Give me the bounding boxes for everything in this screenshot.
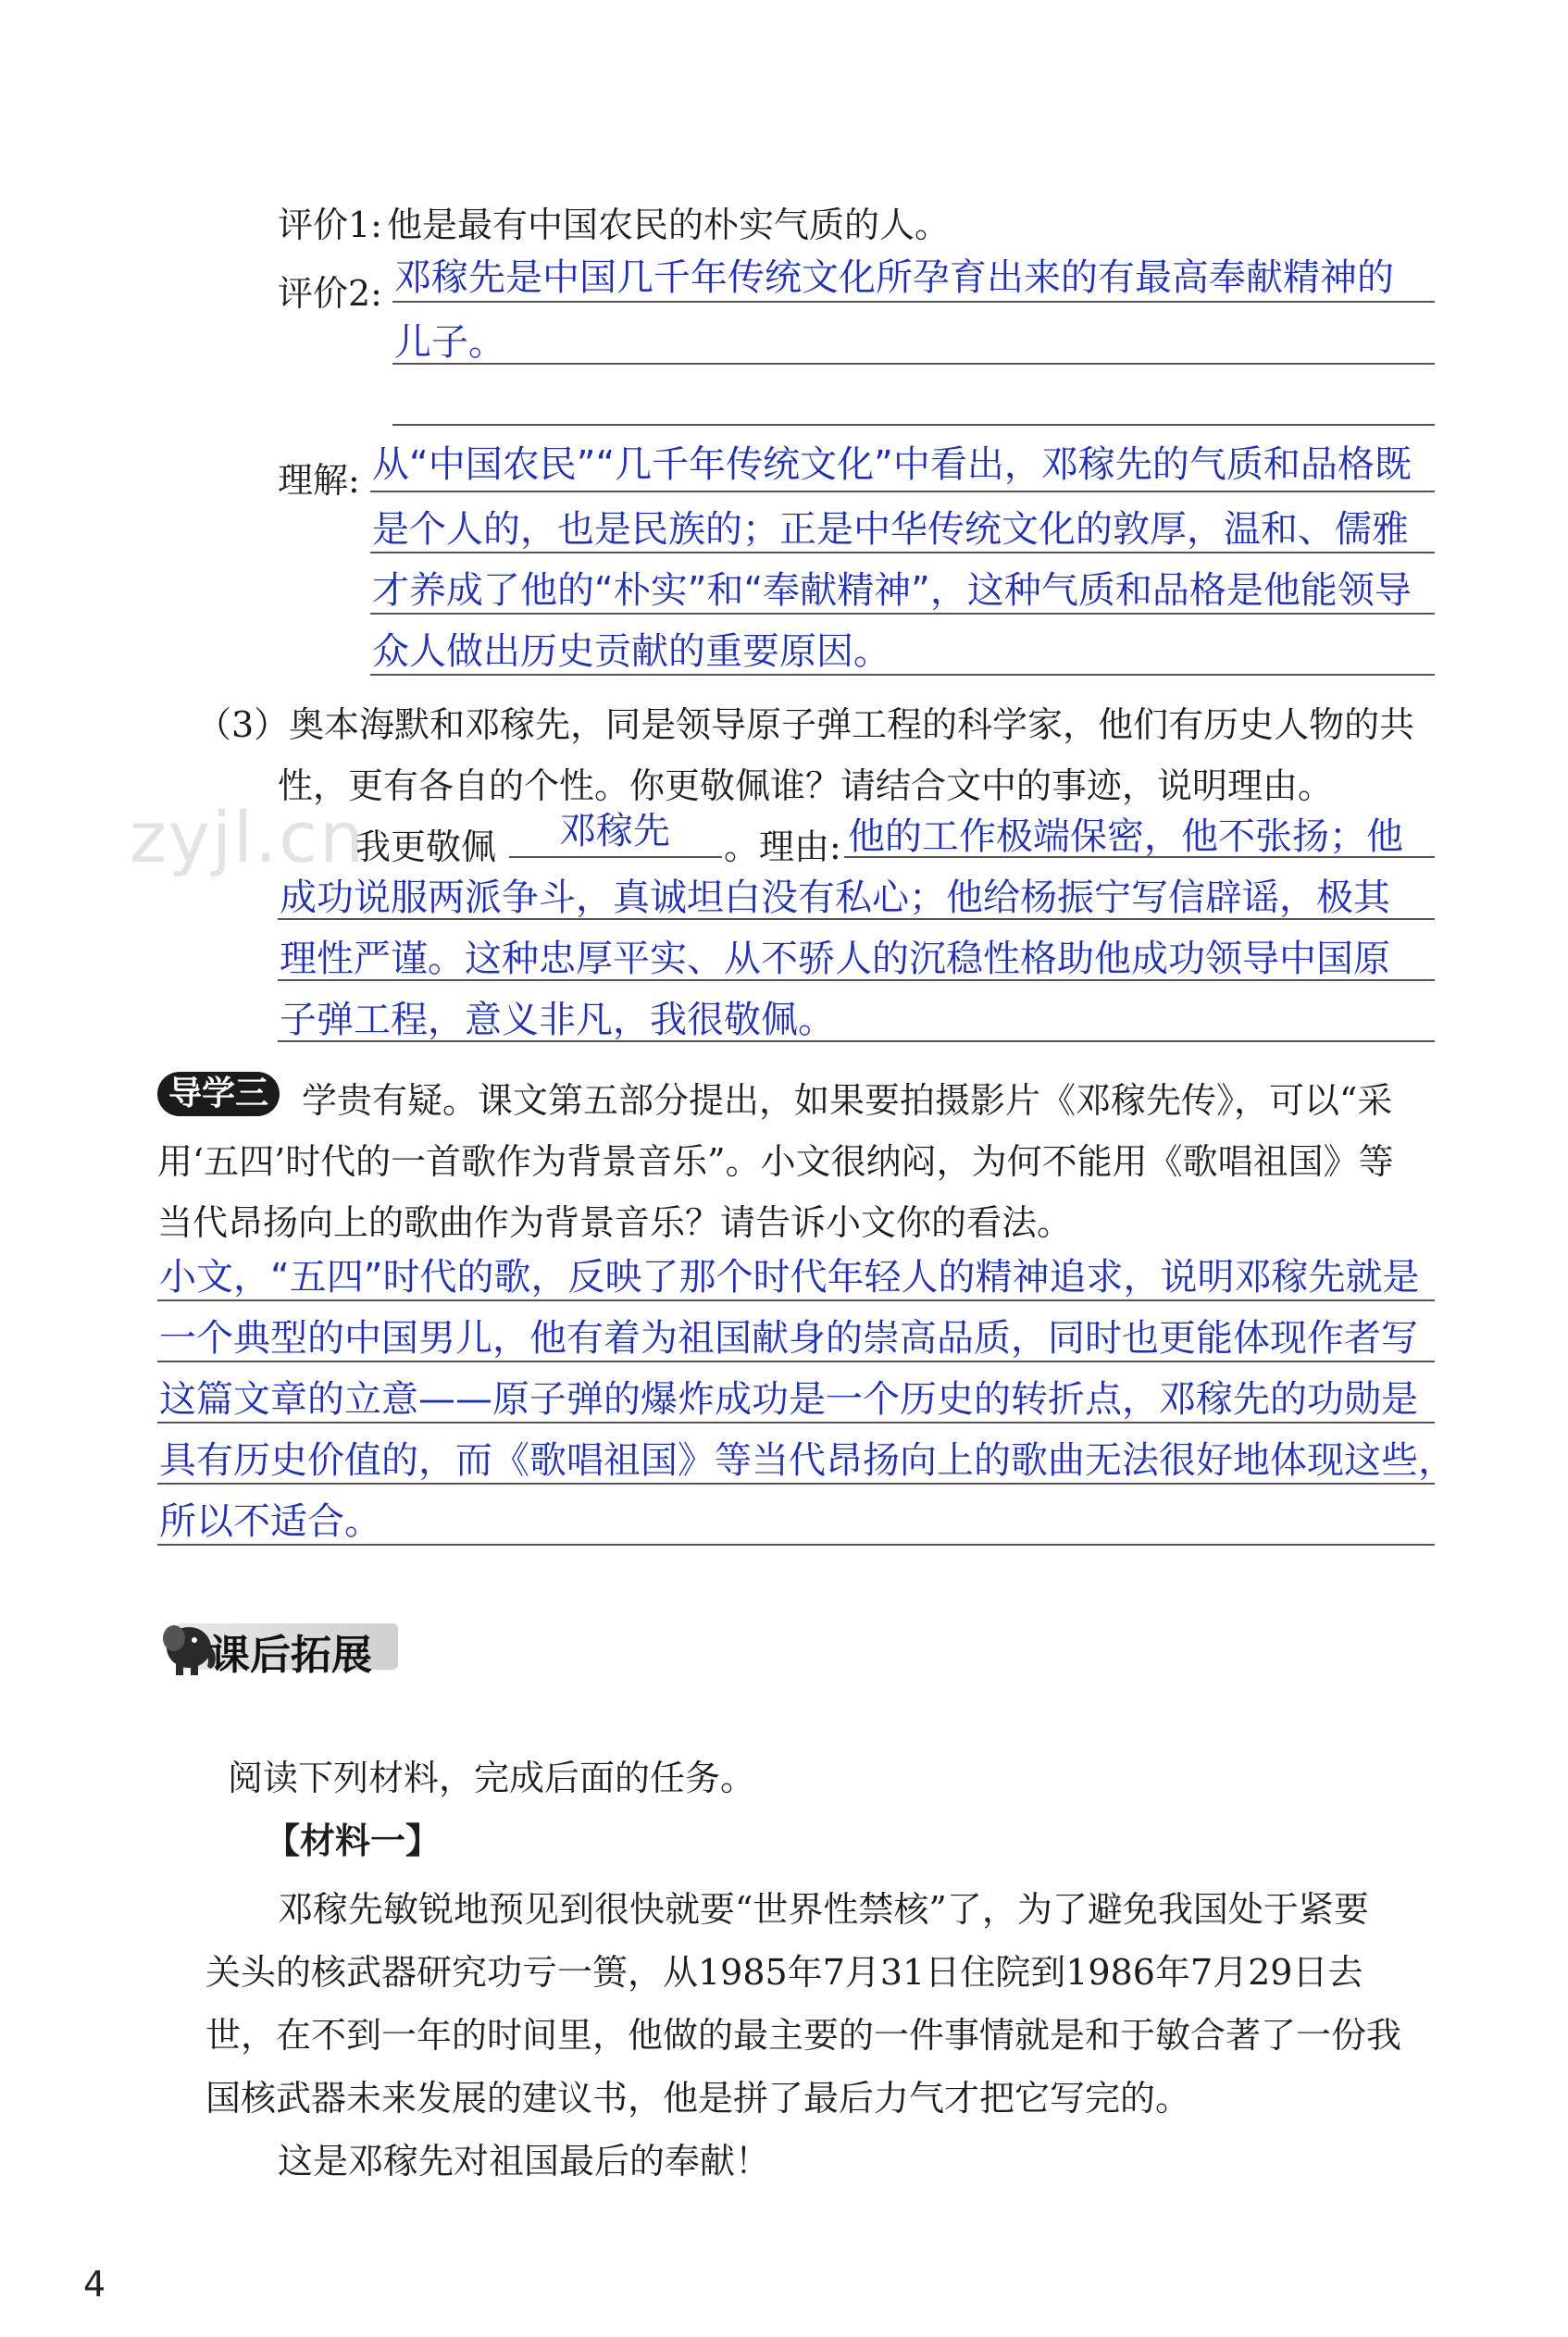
understanding-line-1: 从“中国农民”“几千年传统文化”中看出，邓稼先的气质和品格既 [372, 443, 1412, 486]
watermark: zyjl.cn [130, 796, 367, 878]
guide3-answer-rule-3 [157, 1422, 1435, 1423]
guide3-answer-rule-4 [157, 1483, 1435, 1485]
reading-intro: 阅读下列材料，完成后面的任务。 [228, 1758, 756, 1798]
understanding-rule-3 [370, 613, 1435, 615]
eval1-label: 评价1: [278, 205, 382, 245]
understanding-label: 理解: [278, 460, 360, 501]
guide3-answer-line-5: 所以不适合。 [159, 1500, 381, 1543]
section-header [157, 1610, 398, 1677]
eval2-answer-rule-2 [392, 363, 1435, 365]
understanding-rule-2 [370, 552, 1435, 553]
guide3-badge: 导学三 [157, 1072, 280, 1116]
understanding-line-2: 是个人的，也是民族的；正是中华传统文化的敦厚，温和、儒雅 [372, 508, 1409, 551]
material-line-3: 世，在不到一年的时间里，他做的最主要的一件事情就是和于敏合著了一份我 [205, 2015, 1402, 2056]
guide3-answer-line-1: 小文，“五四”时代的歌，反映了那个时代年轻人的精神追求，说明邓稼先就是 [159, 1256, 1420, 1299]
guide3-answer-rule-5 [157, 1544, 1435, 1546]
q3-admire-prefix: 我更敬佩 [355, 827, 497, 867]
eval2-answer-rule-3 [392, 424, 1435, 426]
q3-admire-rule [509, 856, 722, 858]
guide3-question-line-2: 用‘五四’时代的一首歌作为背景音乐”。小文很纳闷，为何不能用《歌唱祖国》等 [157, 1141, 1394, 1182]
material-line-4: 国核武器未来发展的建议书，他是拼了最后力气才把它写完的。 [205, 2078, 1191, 2119]
q3-line-1: （3）奥本海默和邓稼先，同是领导原子弹工程的科学家，他们有历史人物的共 [196, 704, 1415, 745]
material-line-2: 关头的核武器研究功亏一篑，从1985年7月31日住院到1986年7月29日去 [205, 1952, 1363, 1993]
q3-reason-label: 。理由: [724, 827, 841, 867]
q3-reason-rule-1 [844, 856, 1435, 858]
q3-reason-line-1: 他的工作极端保密，他不张扬；他 [848, 815, 1403, 858]
guide3-answer-line-3: 这篇文章的立意——原子弹的爆炸成功是一个历史的转折点，邓稼先的功勋是 [159, 1378, 1418, 1421]
guide3-question-line-1: 学贵有疑。课文第五部分提出，如果要拍摄影片《邓稼先传》，可以“采 [302, 1080, 1393, 1121]
guide3-answer-line-4: 具有历史价值的，而《歌唱祖国》等当代昂扬向上的歌曲无法很好地体现这些， [159, 1439, 1455, 1482]
guide3-answer-rule-2 [157, 1361, 1435, 1362]
material-label: 【材料一】 [265, 1821, 442, 1861]
q3-reason-line-3: 理性严谨。这种忠厚平实、从不骄人的沉稳性格助他成功领导中国原 [280, 938, 1390, 980]
guide3-answer-rule-1 [157, 1299, 1435, 1301]
eval2-answer-line-2: 儿子。 [394, 321, 505, 364]
section-title: 课后拓展 [209, 1632, 372, 1679]
eval2-answer-line-1: 邓稼先是中国几千年传统文化所孕育出来的有最高奉献精神的 [394, 256, 1394, 299]
guide3-answer-line-2: 一个典型的中国男儿，他有着为祖国献身的崇高品质，同时也更能体现作者写 [159, 1317, 1418, 1360]
q3-reason-rule-2 [278, 918, 1435, 920]
q3-reason-rule-3 [278, 979, 1435, 981]
material-closing: 这是邓稼先对祖国最后的奉献！ [278, 2141, 771, 2182]
understanding-rule-1 [370, 491, 1435, 492]
q3-reason-line-4: 子弹工程，意义非凡，我很敬佩。 [280, 999, 835, 1041]
eval2-label: 评价2: [278, 273, 382, 314]
material-line-1: 邓稼先敏锐地预见到很快就要“世界性禁核”了，为了避免我国处于紧要 [278, 1889, 1369, 1930]
q3-line-2: 性，更有各自的个性。你更敬佩谁？请结合文中的事迹，说明理由。 [278, 765, 1334, 806]
eval1-text: 他是最有中国农民的朴实气质的人。 [387, 205, 951, 245]
guide3-question-line-3: 当代昂扬向上的歌曲作为背景音乐？请告诉小文你的看法。 [157, 1202, 1073, 1243]
understanding-rule-4 [370, 674, 1435, 676]
page-number: 4 [83, 2264, 106, 2305]
eval2-answer-rule-1 [392, 301, 1435, 303]
understanding-line-3: 才养成了他的“朴实”和“奉献精神”，这种气质和品格是他能领导 [372, 569, 1412, 612]
understanding-line-4: 众人做出历史贡献的重要原因。 [372, 630, 890, 673]
q3-admire-answer: 邓稼先 [559, 810, 670, 852]
q3-reason-line-2: 成功说服两派争斗，真诚坦白没有私心；他给杨振宁写信辟谣，极其 [280, 876, 1390, 919]
q3-reason-rule-4 [278, 1040, 1435, 1042]
